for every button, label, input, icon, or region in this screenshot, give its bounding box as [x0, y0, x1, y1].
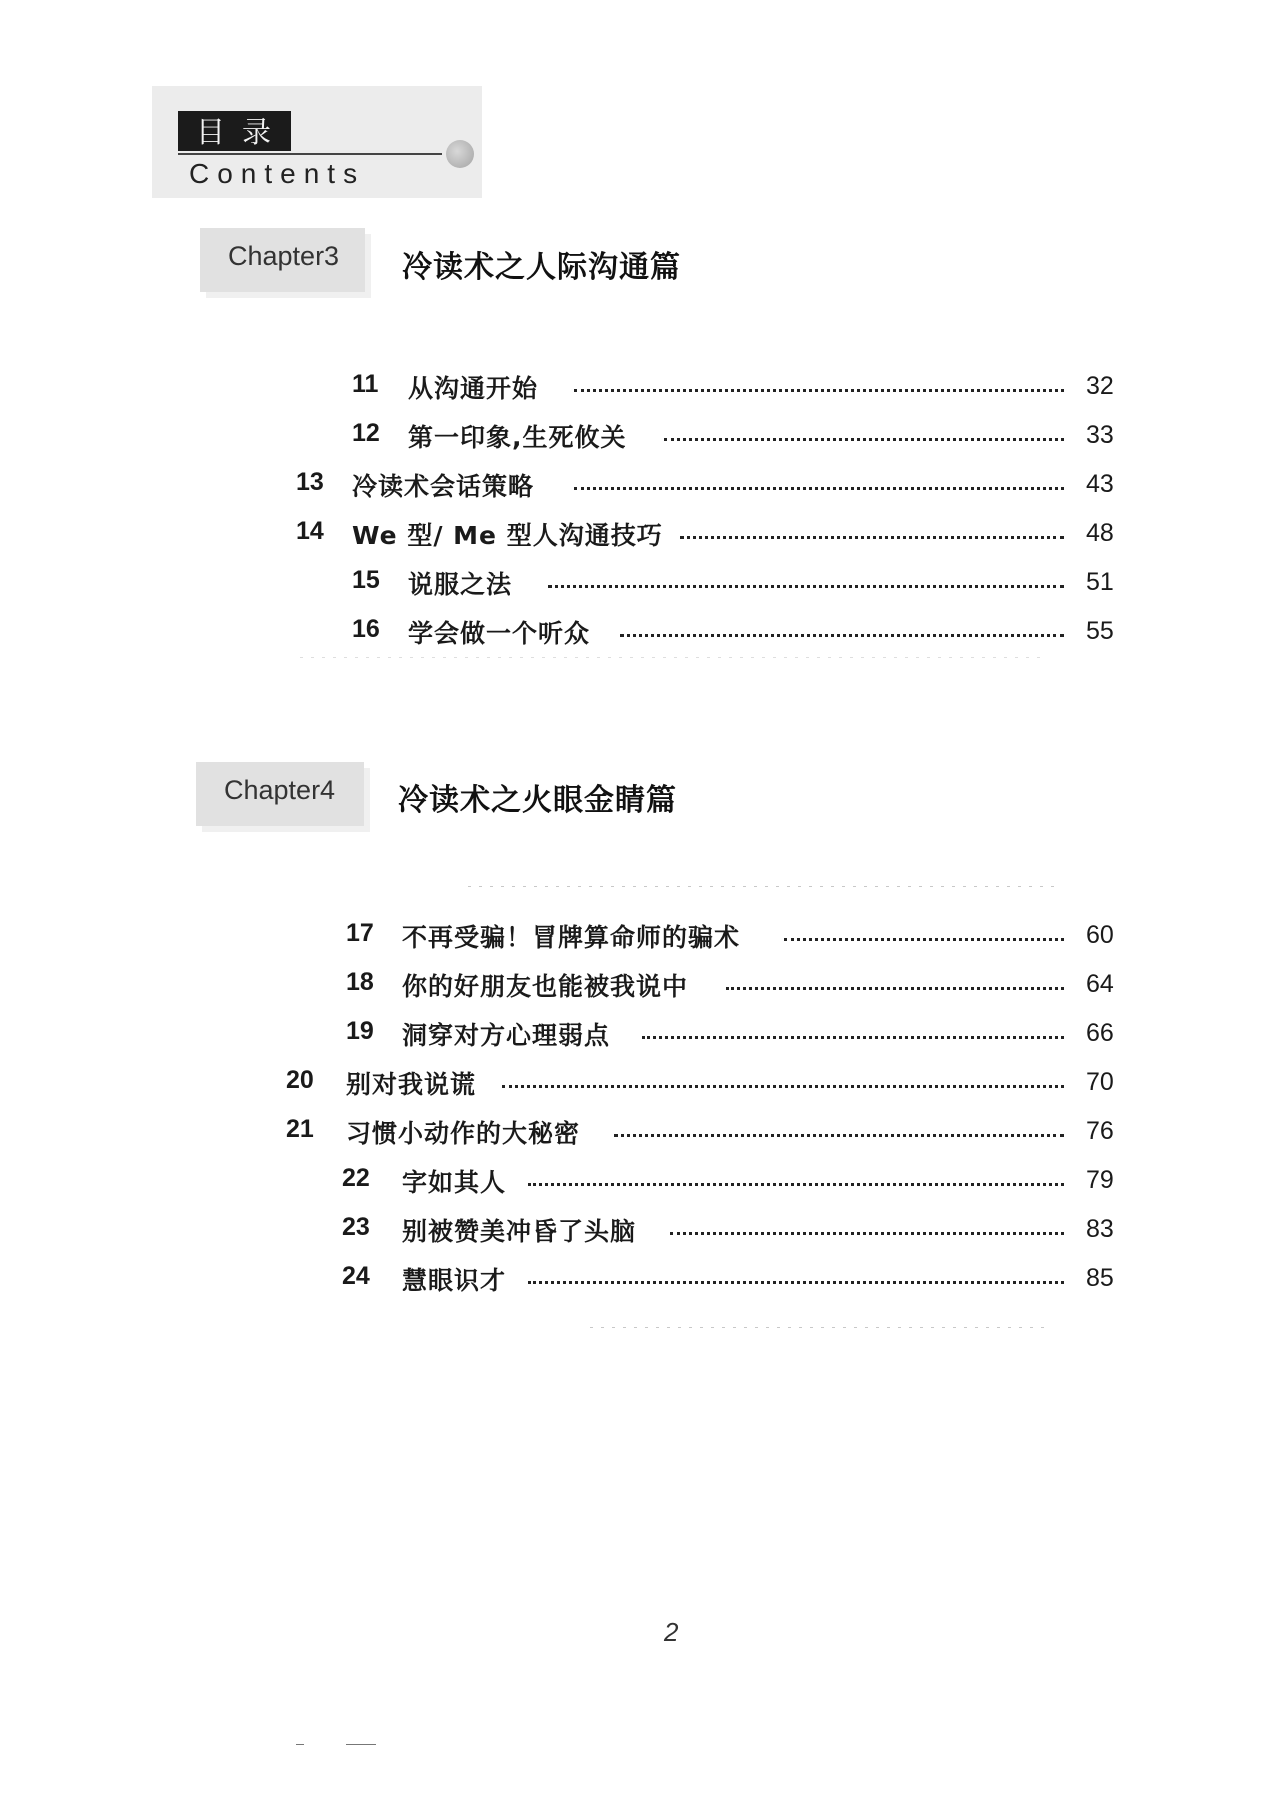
toc-entry-number: 13: [296, 468, 324, 496]
toc-leader-dots: [528, 1183, 1064, 1186]
toc-entry-number: 20: [286, 1066, 314, 1094]
toc-entry-number: 24: [342, 1262, 370, 1290]
toc-entry-title: 别对我说谎: [346, 1070, 477, 1099]
toc-entry-title: 说服之法: [408, 570, 513, 599]
scan-noise: [300, 657, 1040, 658]
chapter-3-label: Chapter3: [228, 241, 340, 271]
scan-noise: [468, 886, 1058, 887]
scan-mark: [346, 1744, 376, 1745]
toc-entry-page: 32: [1086, 372, 1114, 400]
toc-entry-16[interactable]: [0, 615, 1273, 659]
toc-entry-title: 慧眼识才: [402, 1266, 507, 1295]
header-dot-ornament: [446, 140, 474, 168]
toc-entry-page: 33: [1086, 421, 1114, 449]
toc-entry-number: 22: [342, 1164, 370, 1192]
toc-entry-23[interactable]: [0, 1213, 1273, 1257]
toc-leader-dots: [642, 1036, 1064, 1039]
toc-leader-dots: [680, 536, 1064, 539]
toc-leader-dots: [528, 1281, 1064, 1284]
toc-entry-19[interactable]: [0, 1017, 1273, 1061]
toc-entry-page: 83: [1086, 1215, 1114, 1243]
toc-entry-number: 14: [296, 517, 324, 545]
toc-entry-title: 别被赞美冲昏了头脑: [402, 1217, 637, 1246]
toc-leader-dots: [784, 938, 1064, 941]
toc-entry-page: 85: [1086, 1264, 1114, 1292]
toc-leader-dots: [574, 487, 1064, 490]
toc-entry-page: 51: [1086, 568, 1114, 596]
toc-entry-title: 洞穿对方心理弱点: [402, 1021, 611, 1050]
toc-leader-dots: [664, 438, 1064, 441]
toc-entry-page: 48: [1086, 519, 1114, 547]
toc-entry-title: 习惯小动作的大秘密: [346, 1119, 581, 1148]
toc-entry-page: 64: [1086, 970, 1114, 998]
chapter-3-title: 冷读术之人际沟通篇: [402, 250, 681, 285]
toc-entry-20[interactable]: [0, 1066, 1273, 1110]
toc-entry-page: 70: [1086, 1068, 1114, 1096]
toc-leader-dots: [548, 585, 1064, 588]
toc-entry-13[interactable]: [0, 468, 1273, 512]
toc-entry-title: We 型/ Me 型人沟通技巧: [352, 521, 663, 550]
toc-entry-number: 17: [346, 919, 374, 947]
toc-entry-page: 76: [1086, 1117, 1114, 1145]
toc-leader-dots: [670, 1232, 1064, 1235]
toc-entry-number: 12: [352, 419, 380, 447]
toc-leader-dots: [614, 1134, 1064, 1137]
toc-entry-22[interactable]: [0, 1164, 1273, 1208]
toc-entry-title: 学会做一个听众: [408, 619, 591, 648]
toc-entry-title: 从沟通开始: [408, 374, 539, 403]
toc-entry-18[interactable]: [0, 968, 1273, 1012]
toc-leader-dots: [502, 1085, 1064, 1088]
scan-mark: [296, 1744, 304, 1745]
toc-entry-title: 第一印象,生死攸关: [408, 423, 627, 452]
toc-entry-14[interactable]: [0, 517, 1273, 561]
contents-header-subtitle: Contents: [189, 158, 366, 189]
toc-entry-11[interactable]: [0, 370, 1273, 414]
toc-entry-24[interactable]: [0, 1262, 1273, 1306]
toc-entry-12[interactable]: [0, 419, 1273, 463]
toc-entry-15[interactable]: [0, 566, 1273, 610]
toc-entry-page: 66: [1086, 1019, 1114, 1047]
toc-leader-dots: [574, 389, 1064, 392]
contents-header-title: 目录: [196, 115, 289, 149]
scan-noise: [590, 1327, 1050, 1328]
toc-leader-dots: [726, 987, 1064, 990]
toc-entry-page: 43: [1086, 470, 1114, 498]
chapter-4-title: 冷读术之火眼金睛篇: [398, 783, 677, 818]
toc-entry-21[interactable]: [0, 1115, 1273, 1159]
header-rule: [178, 153, 442, 155]
toc-leader-dots: [620, 634, 1064, 637]
toc-entry-17[interactable]: [0, 919, 1273, 963]
toc-entry-page: 55: [1086, 617, 1114, 645]
toc-entry-number: 15: [352, 566, 380, 594]
toc-entry-title: 你的好朋友也能被我说中: [402, 972, 689, 1001]
toc-entry-number: 11: [352, 370, 379, 398]
toc-entry-number: 16: [352, 615, 380, 643]
toc-entry-number: 19: [346, 1017, 374, 1045]
toc-entry-title: 不再受骗！冒牌算命师的骗术: [402, 923, 741, 952]
toc-entry-number: 23: [342, 1213, 370, 1241]
toc-entry-page: 60: [1086, 921, 1114, 949]
toc-entry-title: 冷读术会话策略: [352, 472, 535, 501]
toc-entry-page: 79: [1086, 1166, 1114, 1194]
chapter-4-label: Chapter4: [224, 775, 336, 805]
toc-entry-number: 21: [286, 1115, 314, 1143]
toc-entry-number: 18: [346, 968, 374, 996]
page-number: 2: [664, 1617, 679, 1647]
toc-entry-title: 字如其人: [402, 1168, 507, 1197]
